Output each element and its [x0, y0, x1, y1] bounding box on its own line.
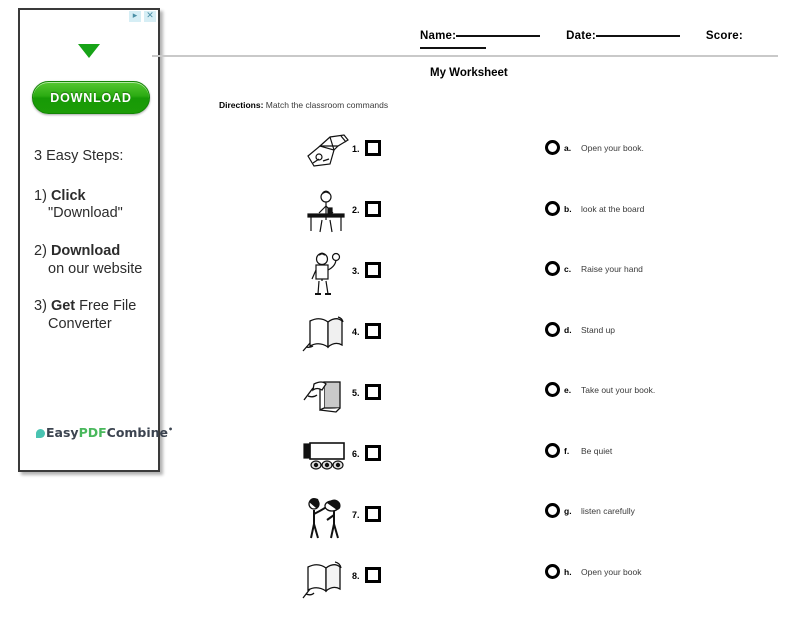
hand-taking-book-icon — [300, 370, 352, 420]
ad-steps-heading: 3 Easy Steps: — [34, 148, 152, 166]
ad-choices-bar — [129, 11, 156, 22]
match-checkbox[interactable] — [365, 323, 381, 339]
answer-letter: d. — [564, 325, 572, 335]
name-label: Name: — [420, 30, 456, 42]
easypdfcombine-logo[interactable] — [36, 425, 173, 440]
answer-row — [545, 382, 785, 443]
open-book-icon — [300, 309, 352, 359]
ad-step-3-line2: Converter — [34, 316, 152, 334]
down-triangle-icon — [20, 44, 158, 63]
answer-row — [545, 503, 785, 564]
answer-letter: h. — [564, 567, 572, 577]
ad-step-2-number: 2) — [34, 243, 47, 259]
answer-letter: c. — [564, 264, 571, 274]
ad-step-1-number: 1) — [34, 188, 47, 204]
picture-row — [300, 126, 410, 187]
logo-part-1: Easy — [46, 425, 79, 440]
match-checkbox[interactable] — [365, 140, 381, 156]
match-checkbox[interactable] — [365, 384, 381, 400]
answer-text: Open your book — [581, 567, 641, 577]
logo-superscript: • — [168, 425, 173, 434]
picture-number: 3. — [352, 266, 360, 276]
answer-row — [545, 140, 785, 201]
match-circle[interactable] — [545, 443, 560, 458]
picture-row — [300, 248, 410, 309]
answer-row — [545, 201, 785, 262]
answer-row — [545, 443, 785, 504]
logo-part-2: PDF — [79, 425, 107, 440]
answer-letter: a. — [564, 143, 571, 153]
logo-part-3: Combine — [107, 425, 168, 440]
answer-text: Open your book. — [581, 143, 644, 153]
match-circle[interactable] — [545, 382, 560, 397]
answer-row — [545, 322, 785, 383]
ad-step-3 — [34, 298, 152, 333]
chalkboard-icon — [300, 431, 352, 481]
score-label: Score: — [706, 30, 743, 42]
picture-number: 8. — [352, 571, 360, 581]
ad-step-2 — [34, 243, 152, 278]
match-checkbox[interactable] — [365, 506, 381, 522]
answer-text: Stand up — [581, 325, 615, 335]
ad-step-2-bold: Download — [51, 243, 120, 259]
match-circle[interactable] — [545, 201, 560, 216]
answer-text: Be quiet — [581, 446, 612, 456]
open-book-hand-icon — [300, 553, 352, 603]
answer-row — [545, 564, 785, 624]
answer-letter: e. — [564, 385, 571, 395]
picture-row — [300, 370, 410, 431]
score-input-line[interactable] — [420, 47, 486, 49]
match-circle[interactable] — [545, 140, 560, 155]
ad-step-1 — [34, 188, 152, 223]
match-checkbox[interactable] — [365, 262, 381, 278]
ad-step-3-rest: Free File — [75, 298, 136, 314]
header-divider — [152, 55, 778, 57]
answer-column — [545, 140, 785, 624]
page-title: My Worksheet — [430, 67, 508, 79]
answer-text: look at the board — [581, 204, 644, 214]
two-people-whispering-icon — [300, 492, 352, 542]
student-raising-hand-icon — [300, 248, 352, 298]
answer-row — [545, 261, 785, 322]
match-checkbox[interactable] — [365, 201, 381, 217]
match-circle[interactable] — [545, 261, 560, 276]
match-circle[interactable] — [545, 564, 560, 579]
ad-steps-list — [34, 148, 152, 354]
download-button[interactable]: DOWNLOAD — [32, 81, 150, 114]
answer-letter: g. — [564, 506, 572, 516]
name-input-line[interactable] — [456, 35, 540, 37]
adchoices-triangle-icon[interactable]: ▸ — [129, 11, 141, 22]
directions-text: Match the classroom commands — [266, 100, 388, 110]
advertisement-panel[interactable] — [18, 8, 160, 472]
picture-number: 5. — [352, 388, 360, 398]
picture-row — [300, 187, 410, 248]
answer-text: Take out your book. — [581, 385, 655, 395]
picture-number: 2. — [352, 205, 360, 215]
match-checkbox[interactable] — [365, 567, 381, 583]
logo-droplet-icon — [36, 429, 45, 438]
directions — [219, 100, 388, 110]
match-checkbox[interactable] — [365, 445, 381, 461]
answer-text: Raise your hand — [581, 264, 643, 274]
answer-letter: f. — [564, 446, 569, 456]
close-icon[interactable]: ✕ — [144, 11, 156, 22]
ad-step-2-line2: on our website — [34, 261, 152, 279]
ad-step-3-number: 3) — [34, 298, 47, 314]
ad-step-1-bold: Click — [51, 188, 86, 204]
ad-step-1-line2: "Download" — [34, 205, 152, 223]
picture-column — [300, 126, 410, 614]
match-circle[interactable] — [545, 322, 560, 337]
ad-step-3-bold: Get — [51, 298, 75, 314]
student-at-desk-icon — [300, 187, 352, 237]
directions-label: Directions: — [219, 100, 263, 110]
picture-number: 7. — [352, 510, 360, 520]
picture-row — [300, 492, 410, 553]
answer-letter: b. — [564, 204, 572, 214]
worksheet-header-fields — [420, 30, 800, 54]
answer-text: listen carefully — [581, 506, 635, 516]
picture-number: 6. — [352, 449, 360, 459]
picture-row — [300, 553, 410, 614]
match-circle[interactable] — [545, 503, 560, 518]
picture-row — [300, 431, 410, 492]
picture-row — [300, 309, 410, 370]
picture-number: 4. — [352, 327, 360, 337]
date-input-line[interactable] — [596, 35, 680, 37]
picture-number: 1. — [352, 144, 360, 154]
date-label: Date: — [566, 30, 596, 42]
hand-writing-icon — [300, 126, 352, 176]
